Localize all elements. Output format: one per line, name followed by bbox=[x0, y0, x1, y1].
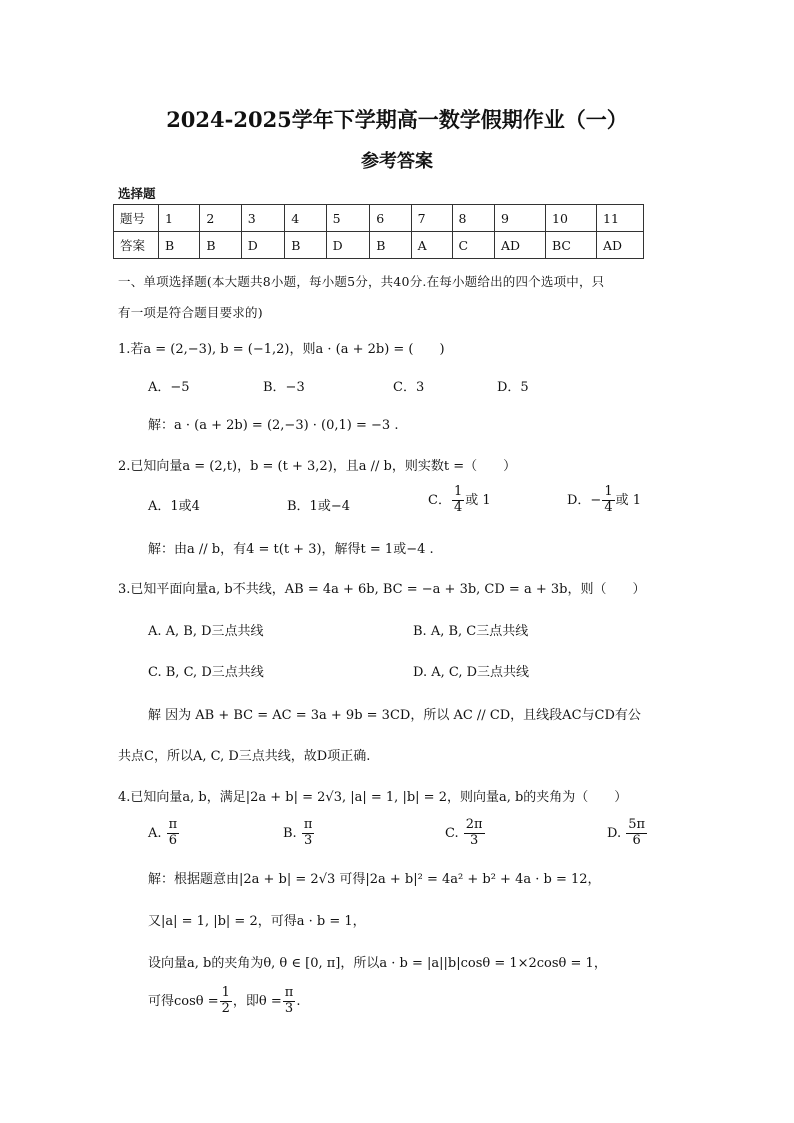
q3-solution-line2: 共点C，所以A, C, D三点共线，故D项正确. bbox=[118, 749, 371, 764]
fraction-numerator: 1 bbox=[221, 985, 230, 1000]
page-subtitle: 参考答案 bbox=[361, 151, 433, 172]
table-cell: B bbox=[370, 232, 411, 259]
fraction bbox=[302, 818, 315, 849]
table-cell: AD bbox=[597, 232, 644, 259]
table-cell: B bbox=[285, 232, 326, 259]
q2-option-d bbox=[567, 485, 641, 516]
fraction-numerator: π bbox=[168, 817, 178, 832]
q3-option-c: C. B, C, D三点共线 bbox=[148, 665, 264, 680]
table-cell: BC bbox=[546, 232, 597, 259]
fraction bbox=[220, 986, 232, 1017]
q4-option-b bbox=[283, 818, 315, 849]
q3-solution-line1: 解 因为 AB + BC = AC = 3a + 9b = 3CD，所以 AC // CD，且线段AC与CD有公 bbox=[148, 708, 641, 723]
table-row-answers bbox=[114, 232, 644, 259]
table-cell: AD bbox=[495, 232, 546, 259]
table-cell: 4 bbox=[285, 205, 326, 232]
q2-solution: 解：由a // b，有4 = t(t + 3)，解得t = 1或−4 . bbox=[148, 542, 434, 557]
answer-table bbox=[113, 204, 644, 259]
answer-section-label: 选择题 bbox=[118, 186, 156, 201]
q1-option-c: C．3 bbox=[393, 380, 425, 395]
table-cell: 8 bbox=[452, 205, 494, 232]
fraction bbox=[452, 485, 464, 516]
fraction bbox=[283, 986, 296, 1017]
option-label: C. bbox=[445, 825, 459, 841]
fraction-denominator: 2 bbox=[221, 1000, 230, 1016]
q4-solution-line1: 解：根据题意由|2a + b| = 2√3 可得|2a + b|² = 4a² + b² + 4a · b = 12， bbox=[148, 872, 601, 887]
q4-solution-line3: 设向量a, b的夹角为θ, θ ∈ [0, π]，所以a · b = |a||b|cosθ = 1×2cosθ = 1， bbox=[148, 956, 607, 971]
fraction-denominator: 6 bbox=[168, 832, 178, 848]
fraction-denominator: 3 bbox=[284, 1000, 294, 1016]
q2-option-d-suffix: 或 1 bbox=[615, 492, 642, 508]
fraction-denominator: 4 bbox=[604, 499, 613, 515]
section-intro-line2: 有一项是符合题目要求的) bbox=[118, 305, 263, 320]
question-4-stem: 4.已知向量a, b，满足|2a + b| = 2√3, |a| = 1, |b| = 2，则向量a, b的夹角为（ ） bbox=[118, 790, 628, 805]
fraction-numerator: 5π bbox=[628, 817, 646, 832]
q1-option-d: D．5 bbox=[497, 380, 529, 395]
table-cell: 6 bbox=[370, 205, 411, 232]
q4-option-d bbox=[607, 818, 648, 849]
q4-option-a bbox=[148, 818, 180, 849]
fraction-numerator: π bbox=[284, 985, 294, 1000]
table-row-numbers bbox=[114, 205, 644, 232]
q4-solution-line2: 又|a| = 1, |b| = 2，可得a · b = 1， bbox=[148, 914, 366, 929]
fraction bbox=[167, 818, 180, 849]
table-cell: 2 bbox=[200, 205, 241, 232]
question-2-stem: 2.已知向量a = (2,t)，b = (t + 3,2)，且a // b，则实数t =（ ） bbox=[118, 459, 517, 474]
table-cell: D bbox=[241, 232, 285, 259]
table-cell: B bbox=[200, 232, 241, 259]
fraction-denominator: 4 bbox=[453, 499, 463, 515]
fraction bbox=[626, 818, 647, 849]
q2-option-d-label: D．− bbox=[567, 492, 602, 508]
fraction-numerator: 1 bbox=[453, 484, 463, 499]
option-label: D. bbox=[607, 825, 622, 841]
fraction-denominator: 3 bbox=[303, 832, 313, 848]
q1-option-b: B．−3 bbox=[263, 380, 305, 395]
row-label-answer: 答案 bbox=[114, 232, 159, 259]
table-cell: C bbox=[452, 232, 494, 259]
page-title: 2024-2025学年下学期高一数学假期作业（一） bbox=[166, 107, 628, 132]
fraction-denominator: 6 bbox=[632, 832, 641, 848]
table-cell: 11 bbox=[597, 205, 644, 232]
q1-option-a: A．−5 bbox=[148, 380, 190, 395]
fraction-numerator: π bbox=[303, 817, 313, 832]
q2-option-b: B．1或−4 bbox=[287, 499, 350, 514]
final-mid: ，即θ = bbox=[232, 993, 282, 1009]
table-cell: 9 bbox=[495, 205, 546, 232]
q2-option-c bbox=[428, 485, 491, 516]
table-cell: A bbox=[411, 232, 452, 259]
final-prefix: 可得cosθ = bbox=[148, 993, 219, 1009]
q2-option-c-suffix: 或 1 bbox=[465, 492, 491, 508]
table-cell: D bbox=[326, 232, 370, 259]
q3-option-b: B. A, B, C三点共线 bbox=[413, 624, 529, 639]
q3-option-d: D. A, C, D三点共线 bbox=[413, 665, 530, 680]
q4-option-c bbox=[445, 818, 486, 849]
fraction bbox=[602, 485, 614, 516]
section-intro-line1: 一、单项选择题(本大题共8小题，每小题5分，共40分.在每小题给出的四个选项中，只 bbox=[118, 274, 605, 289]
table-cell: 3 bbox=[241, 205, 285, 232]
fraction bbox=[464, 818, 485, 849]
q2-option-a: A．1或4 bbox=[148, 499, 200, 514]
q4-solution-final bbox=[148, 986, 300, 1017]
q3-option-a: A. A, B, D三点共线 bbox=[148, 624, 264, 639]
table-cell: 7 bbox=[411, 205, 452, 232]
table-cell: 10 bbox=[546, 205, 597, 232]
row-label-number: 题号 bbox=[114, 205, 159, 232]
table-cell: B bbox=[159, 232, 200, 259]
table-cell: 5 bbox=[326, 205, 370, 232]
option-label: A. bbox=[148, 825, 162, 841]
fraction-denominator: 3 bbox=[470, 832, 479, 848]
final-end: . bbox=[296, 993, 301, 1009]
table-cell: 1 bbox=[159, 205, 200, 232]
q1-solution: 解：a · (a + 2b) = (2,−3) · (0,1) = −3 . bbox=[148, 418, 399, 433]
fraction-numerator: 1 bbox=[604, 484, 613, 499]
q2-option-c-label: C． bbox=[428, 492, 451, 508]
question-1-stem: 1.若a = (2,−3), b = (−1,2)，则a · (a + 2b) = ( ) bbox=[118, 342, 445, 357]
option-label: B. bbox=[283, 825, 297, 841]
fraction-numerator: 2π bbox=[465, 817, 483, 832]
question-3-stem: 3.已知平面向量a, b不共线，AB = 4a + 6b, BC = −a + 3b, CD = a + 3b，则（ ） bbox=[118, 582, 646, 597]
